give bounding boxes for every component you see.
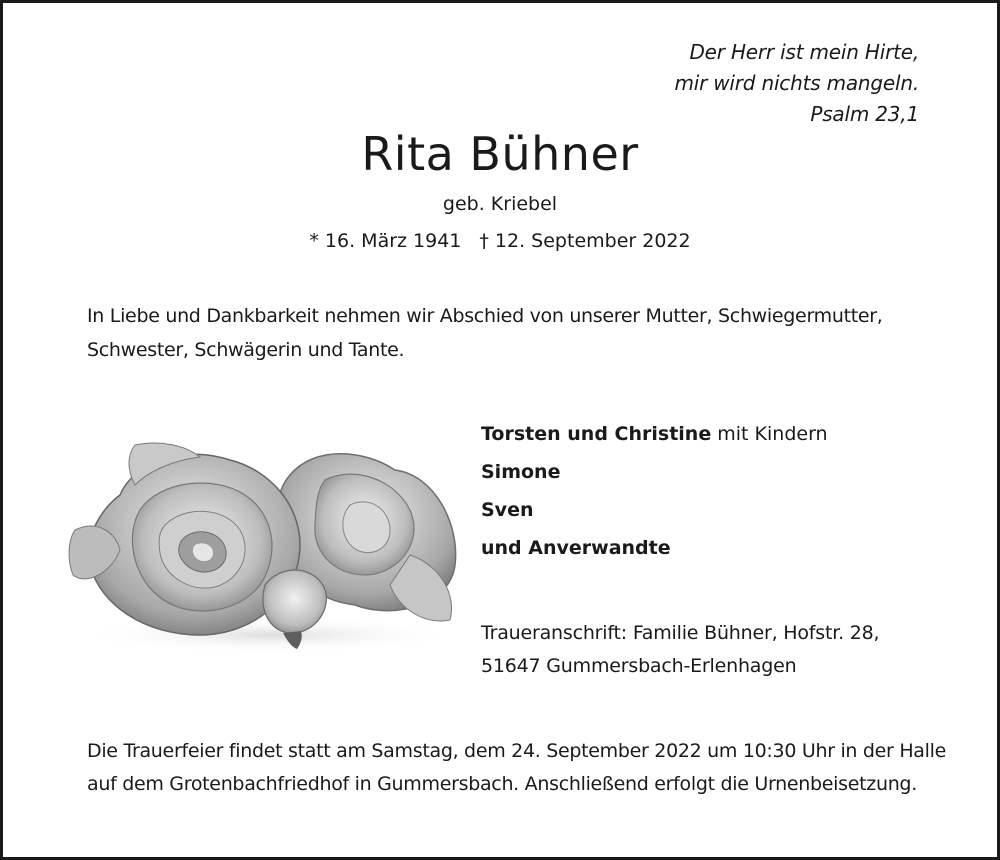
maiden-name: geb. Kriebel	[442, 193, 558, 215]
address-line-1: Traueranschrift: Familie Bühner, Hofstr. 28,	[481, 622, 880, 644]
verse-line-1: Der Herr ist mein Hirte,	[689, 40, 919, 64]
mourner-name: Torsten und Christine	[481, 423, 712, 445]
mourning-address	[481, 617, 961, 683]
address-line-2: 51647 Gummersbach-Erlenhagen	[481, 655, 797, 677]
verse-reference: Psalm 23,1	[810, 102, 919, 126]
verse-line-2: mir wird nichts mangeln.	[674, 71, 919, 95]
mourner-row	[481, 417, 961, 455]
mourner-row	[481, 455, 961, 493]
mourners-list	[481, 417, 961, 569]
psalm-verse	[674, 37, 919, 130]
mourner-name: und Anverwandte	[481, 537, 671, 559]
funeral-service-text: Die Trauerfeier findet statt am Samstag, dem 24. September 2022 um 10:30 Uhr in der Halle auf dem Grotenbachfriedhof in Gummersbach. Anschließend erfolgt die Urnenbeisetzung.	[87, 740, 946, 795]
birth-date: * 16. März 1941	[309, 230, 462, 252]
deceased-name: Rita Bühner	[361, 127, 639, 181]
mourner-row	[481, 531, 961, 569]
roses-icon	[65, 435, 465, 655]
farewell-text: In Liebe und Dankbarkeit nehmen wir Abschied von unserer Mutter, Schwiegermutter, Schwester, Schwägerin und Tante.	[87, 305, 883, 361]
life-dates	[3, 228, 997, 254]
death-date: † 12. September 2022	[479, 230, 691, 252]
mourner-name: Sven	[481, 499, 534, 521]
mourner-note: mit Kindern	[711, 423, 828, 445]
mourner-row	[481, 493, 961, 531]
mourner-name: Simone	[481, 461, 561, 483]
